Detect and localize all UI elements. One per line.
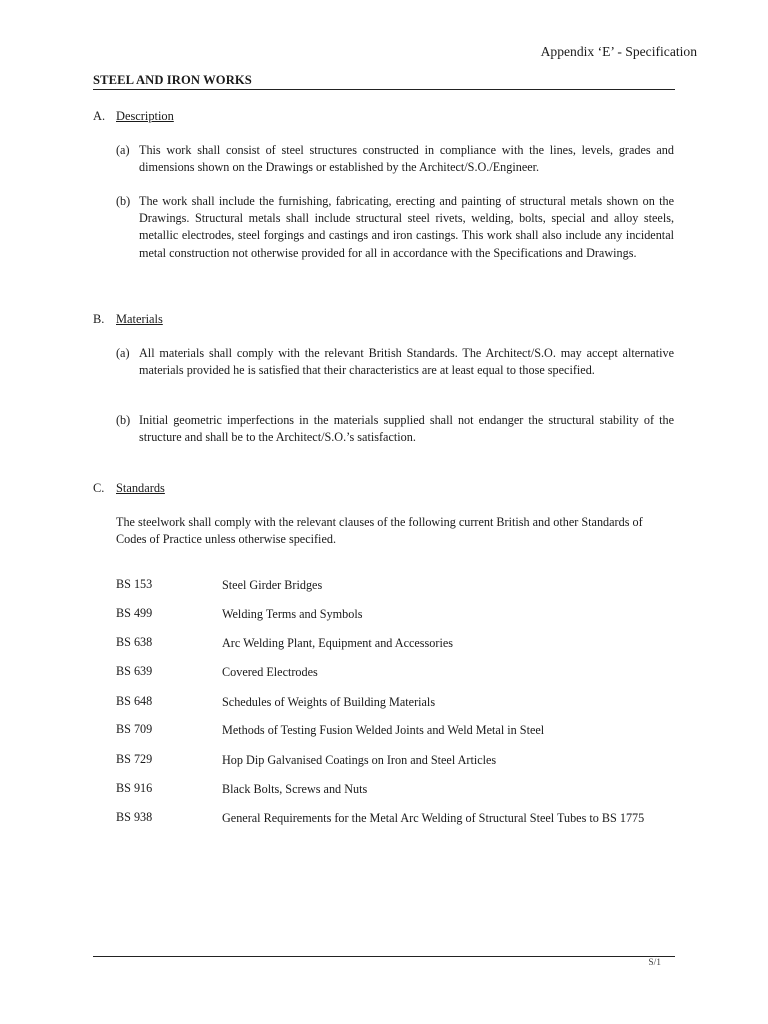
- section-a-heading: [93, 109, 174, 124]
- section-a-name: Description: [116, 109, 174, 123]
- standard-code: BS 729: [116, 752, 153, 766]
- standard-title: Methods of Testing Fusion Welded Joints and Weld Metal in Steel: [222, 723, 545, 737]
- standard-code: BS 639: [116, 664, 153, 678]
- header-divider: [93, 89, 675, 90]
- item-text: All materials shall comply with the relevant British Standards. The Architect/S.O. may accept alternative materials provided he is satisfied that their characteristics are at least equal to those specified.: [139, 346, 674, 378]
- item-text: This work shall consist of steel structures constructed in compliance with the lines, levels, grades and dimensions shown on the Drawings or established by the Architect/S.O./Engineer.: [139, 143, 674, 175]
- section-a-letter: A.: [93, 109, 106, 123]
- document-title: STEEL AND IRON WORKS: [93, 73, 252, 87]
- section-a-item-b: [116, 193, 674, 262]
- item-label: (b): [116, 194, 131, 208]
- standard-code: BS 938: [116, 810, 153, 824]
- section-b-letter: B.: [93, 312, 105, 326]
- item-label: (b): [116, 413, 131, 427]
- standard-code: BS 648: [116, 694, 153, 708]
- page-number: S/1: [648, 958, 661, 968]
- footer-divider: [93, 956, 675, 957]
- item-label: (a): [116, 346, 130, 360]
- standard-title: Covered Electrodes: [222, 665, 318, 679]
- standard-title: Black Bolts, Screws and Nuts: [222, 782, 368, 796]
- standard-title: Schedules of Weights of Building Materials: [222, 695, 436, 709]
- standard-code: BS 916: [116, 781, 153, 795]
- section-b-heading: [93, 312, 163, 327]
- item-label: (a): [116, 143, 130, 157]
- standard-title: General Requirements for the Metal Arc Welding of Structural Steel Tubes to BS 1775: [222, 811, 645, 825]
- standard-code: BS 153: [116, 577, 153, 591]
- section-a-item-a: [116, 142, 674, 176]
- standard-title: Arc Welding Plant, Equipment and Accessories: [222, 636, 453, 650]
- standard-code: BS 709: [116, 722, 153, 736]
- standard-title: Hop Dip Galvanised Coatings on Iron and Steel Articles: [222, 753, 497, 767]
- item-text: The work shall include the furnishing, fabricating, erecting and painting of structural metals shown on the Drawings. Structural metals shall include structural steel rivets, welding, bolts, special and alloy steels, metallic electrodes, steel forgings and castings and iron castings. This work shall also include any incidental metal construction not otherwise provided for all in accordance with the Specifications and Drawings.: [139, 194, 674, 260]
- standard-code: BS 499: [116, 606, 153, 620]
- section-b-item-b: [116, 412, 674, 446]
- section-c-heading: [93, 481, 165, 496]
- standard-title: Steel Girder Bridges: [222, 578, 323, 592]
- item-text: Initial geometric imperfections in the materials supplied shall not endanger the structural stability of the structure and shall be to the Architect/S.O.’s satisfaction.: [139, 413, 674, 445]
- standard-code: BS 638: [116, 635, 153, 649]
- section-b-item-a: [116, 345, 674, 379]
- standards-intro: The steelwork shall comply with the relevant clauses of the following current British and other Standards of Codes of Practice unless otherwise specified.: [116, 515, 643, 547]
- section-c-letter: C.: [93, 481, 105, 495]
- appendix-header: Appendix ‘E’ - Specification: [540, 44, 697, 59]
- standard-title: Welding Terms and Symbols: [222, 607, 363, 621]
- section-b-name: Materials: [116, 312, 163, 326]
- section-c-name: Standards: [116, 481, 165, 495]
